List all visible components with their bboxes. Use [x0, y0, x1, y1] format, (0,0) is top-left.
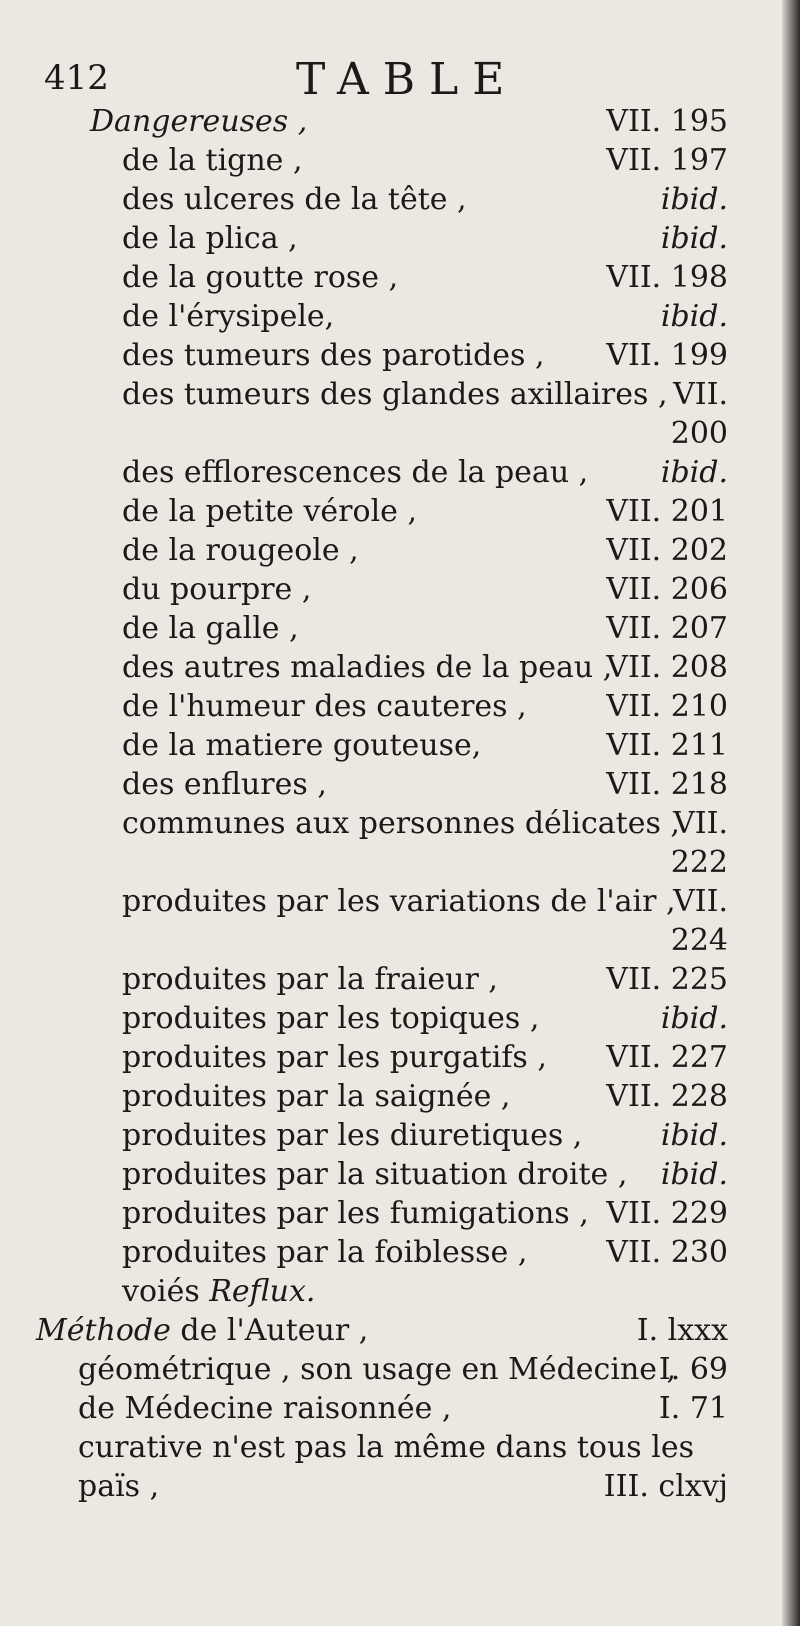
- index-entry: [0, 219, 800, 259]
- entry-text: de l'humeur des cauteres ,: [122, 689, 527, 724]
- entry-ref: VII. 199: [606, 338, 728, 373]
- entry-text: païs ,: [78, 1469, 160, 1504]
- entry-text: des ulceres de la tête ,: [122, 182, 467, 217]
- index-entry: [0, 297, 800, 337]
- entry-ref: ibid.: [660, 221, 728, 256]
- entry-text: de la matiere gouteuse,: [122, 728, 482, 763]
- index-entry: [0, 180, 800, 220]
- entry-ref: VII.: [673, 884, 728, 919]
- index-entry: [0, 687, 800, 727]
- entry-text: produites par la situation droite ,: [122, 1157, 628, 1192]
- index-entry: [0, 1350, 800, 1390]
- page-number: 412: [44, 58, 109, 98]
- entry-text: produites par les topiques ,: [122, 1001, 540, 1036]
- index-entry: [0, 375, 800, 415]
- index-entry: [0, 609, 800, 649]
- entry-ref: VII. 207: [606, 611, 728, 646]
- entry-text: produites par la saignée ,: [122, 1079, 511, 1114]
- index-entry-continuation: [0, 843, 800, 883]
- see-label: voiés: [122, 1274, 200, 1309]
- entry-ref: VII. 229: [606, 1196, 728, 1231]
- entry-ref: ibid.: [660, 455, 728, 490]
- entry-ref: 200: [670, 416, 728, 451]
- entry-ref: I. 69: [658, 1352, 728, 1387]
- index-entry: [0, 258, 800, 298]
- entry-ref: VII.: [673, 377, 728, 412]
- headword: Méthode: [36, 1313, 171, 1348]
- running-title: TABLE: [296, 54, 519, 105]
- entry-text: de la goutte rose ,: [122, 260, 399, 295]
- entry-text: des enflures ,: [122, 767, 327, 802]
- entry-ref: III. clxvj: [603, 1469, 728, 1504]
- entry-text: de l'érysipele,: [122, 299, 335, 334]
- entry-text: produites par les variations de l'air ,: [122, 884, 676, 919]
- entry-text: de Médecine raisonnée ,: [78, 1391, 452, 1426]
- entry-ref: VII. 218: [606, 767, 728, 802]
- entry-ref: VII. 201: [606, 494, 728, 529]
- entry-ref: ibid.: [660, 182, 728, 217]
- index-entry: [0, 960, 800, 1000]
- entry-ref: VII.: [673, 806, 728, 841]
- entry-ref: VII. 206: [606, 572, 728, 607]
- index-entry-continuation: [0, 921, 800, 961]
- index-entry: [0, 531, 800, 571]
- index-entry: [0, 1311, 800, 1351]
- entry-ref: VII. 228: [606, 1079, 728, 1114]
- entry-text: du pourpre ,: [122, 572, 312, 607]
- entry-text: [122, 1272, 315, 1312]
- index-entry: [0, 999, 800, 1039]
- entry-ref: ibid.: [660, 299, 728, 334]
- entry-text: géométrique , son usage en Médecine ,: [78, 1352, 677, 1387]
- entry-text: produites par les fumigations ,: [122, 1196, 589, 1231]
- entry-text: produites par les diuretiques ,: [122, 1118, 583, 1153]
- index-entry: [0, 804, 800, 844]
- entry-ref: VII. 208: [606, 650, 728, 685]
- entry-ref: VII. 230: [606, 1235, 728, 1270]
- entry-ref: I. 71: [658, 1391, 728, 1426]
- index-entry: [0, 1389, 800, 1429]
- index-entry: [0, 453, 800, 493]
- entry-text: produites par la foiblesse ,: [122, 1235, 528, 1270]
- entry-text: des tumeurs des parotides ,: [122, 338, 545, 373]
- index-entry-continuation: [0, 1467, 800, 1507]
- entry-text: des autres maladies de la peau ,: [122, 650, 613, 685]
- index-entry: [0, 726, 800, 766]
- entry-text: communes aux personnes délicates ,: [122, 806, 680, 841]
- entry-ref: ibid.: [660, 1157, 728, 1192]
- index-entry: [0, 1428, 800, 1468]
- entry-text: produites par la fraieur ,: [122, 962, 498, 997]
- entry-text: de la tigne ,: [122, 143, 303, 178]
- index-entry: [0, 1038, 800, 1078]
- entry-ref: ibid.: [660, 1118, 728, 1153]
- entry-text: de la petite vérole ,: [122, 494, 417, 529]
- entry-text: des efflorescences de la peau ,: [122, 455, 589, 490]
- entry-ref: VII. 225: [606, 962, 728, 997]
- index-entry: [0, 1116, 800, 1156]
- entry-text: [36, 1311, 368, 1351]
- index-entry: [0, 1155, 800, 1195]
- entry-ref: ibid.: [660, 1001, 728, 1036]
- entry-text: produites par les purgatifs ,: [122, 1040, 547, 1075]
- entry-ref: VII. 198: [606, 260, 728, 295]
- index-entry: [0, 141, 800, 181]
- index-entry: [0, 336, 800, 376]
- entry-ref: VII. 195: [606, 104, 728, 139]
- index-entry: [0, 492, 800, 532]
- index-entry: [0, 1272, 800, 1312]
- index-entry: [0, 570, 800, 610]
- entry-ref: VII. 211: [606, 728, 728, 763]
- entry-ref: I. lxxx: [636, 1313, 728, 1348]
- index-entry: [0, 1194, 800, 1234]
- entry-ref: 224: [670, 923, 728, 958]
- entry-text: curative n'est pas la même dans tous les: [78, 1430, 694, 1465]
- entry-ref: VII. 227: [606, 1040, 728, 1075]
- entry-text: de la rougeole ,: [122, 533, 359, 568]
- entry-ref: VII. 210: [606, 689, 728, 724]
- entry-text: Dangereuses ,: [90, 104, 308, 139]
- index-entry: [0, 1077, 800, 1117]
- index-entry: [0, 1233, 800, 1273]
- entry-text: de la plica ,: [122, 221, 298, 256]
- index-entry: [0, 102, 800, 142]
- index-entry-continuation: [0, 414, 800, 454]
- headword-rest: de l'Auteur ,: [180, 1313, 369, 1348]
- index-entry: [0, 882, 800, 922]
- entry-ref: 222: [670, 845, 728, 880]
- entry-text: des tumeurs des glandes axillaires ,: [122, 377, 668, 412]
- index-entry: [0, 765, 800, 805]
- entry-text: de la galle ,: [122, 611, 299, 646]
- cross-reference: Reflux.: [209, 1274, 316, 1309]
- entry-ref: VII. 197: [606, 143, 728, 178]
- entry-ref: VII. 202: [606, 533, 728, 568]
- index-entry: [0, 648, 800, 688]
